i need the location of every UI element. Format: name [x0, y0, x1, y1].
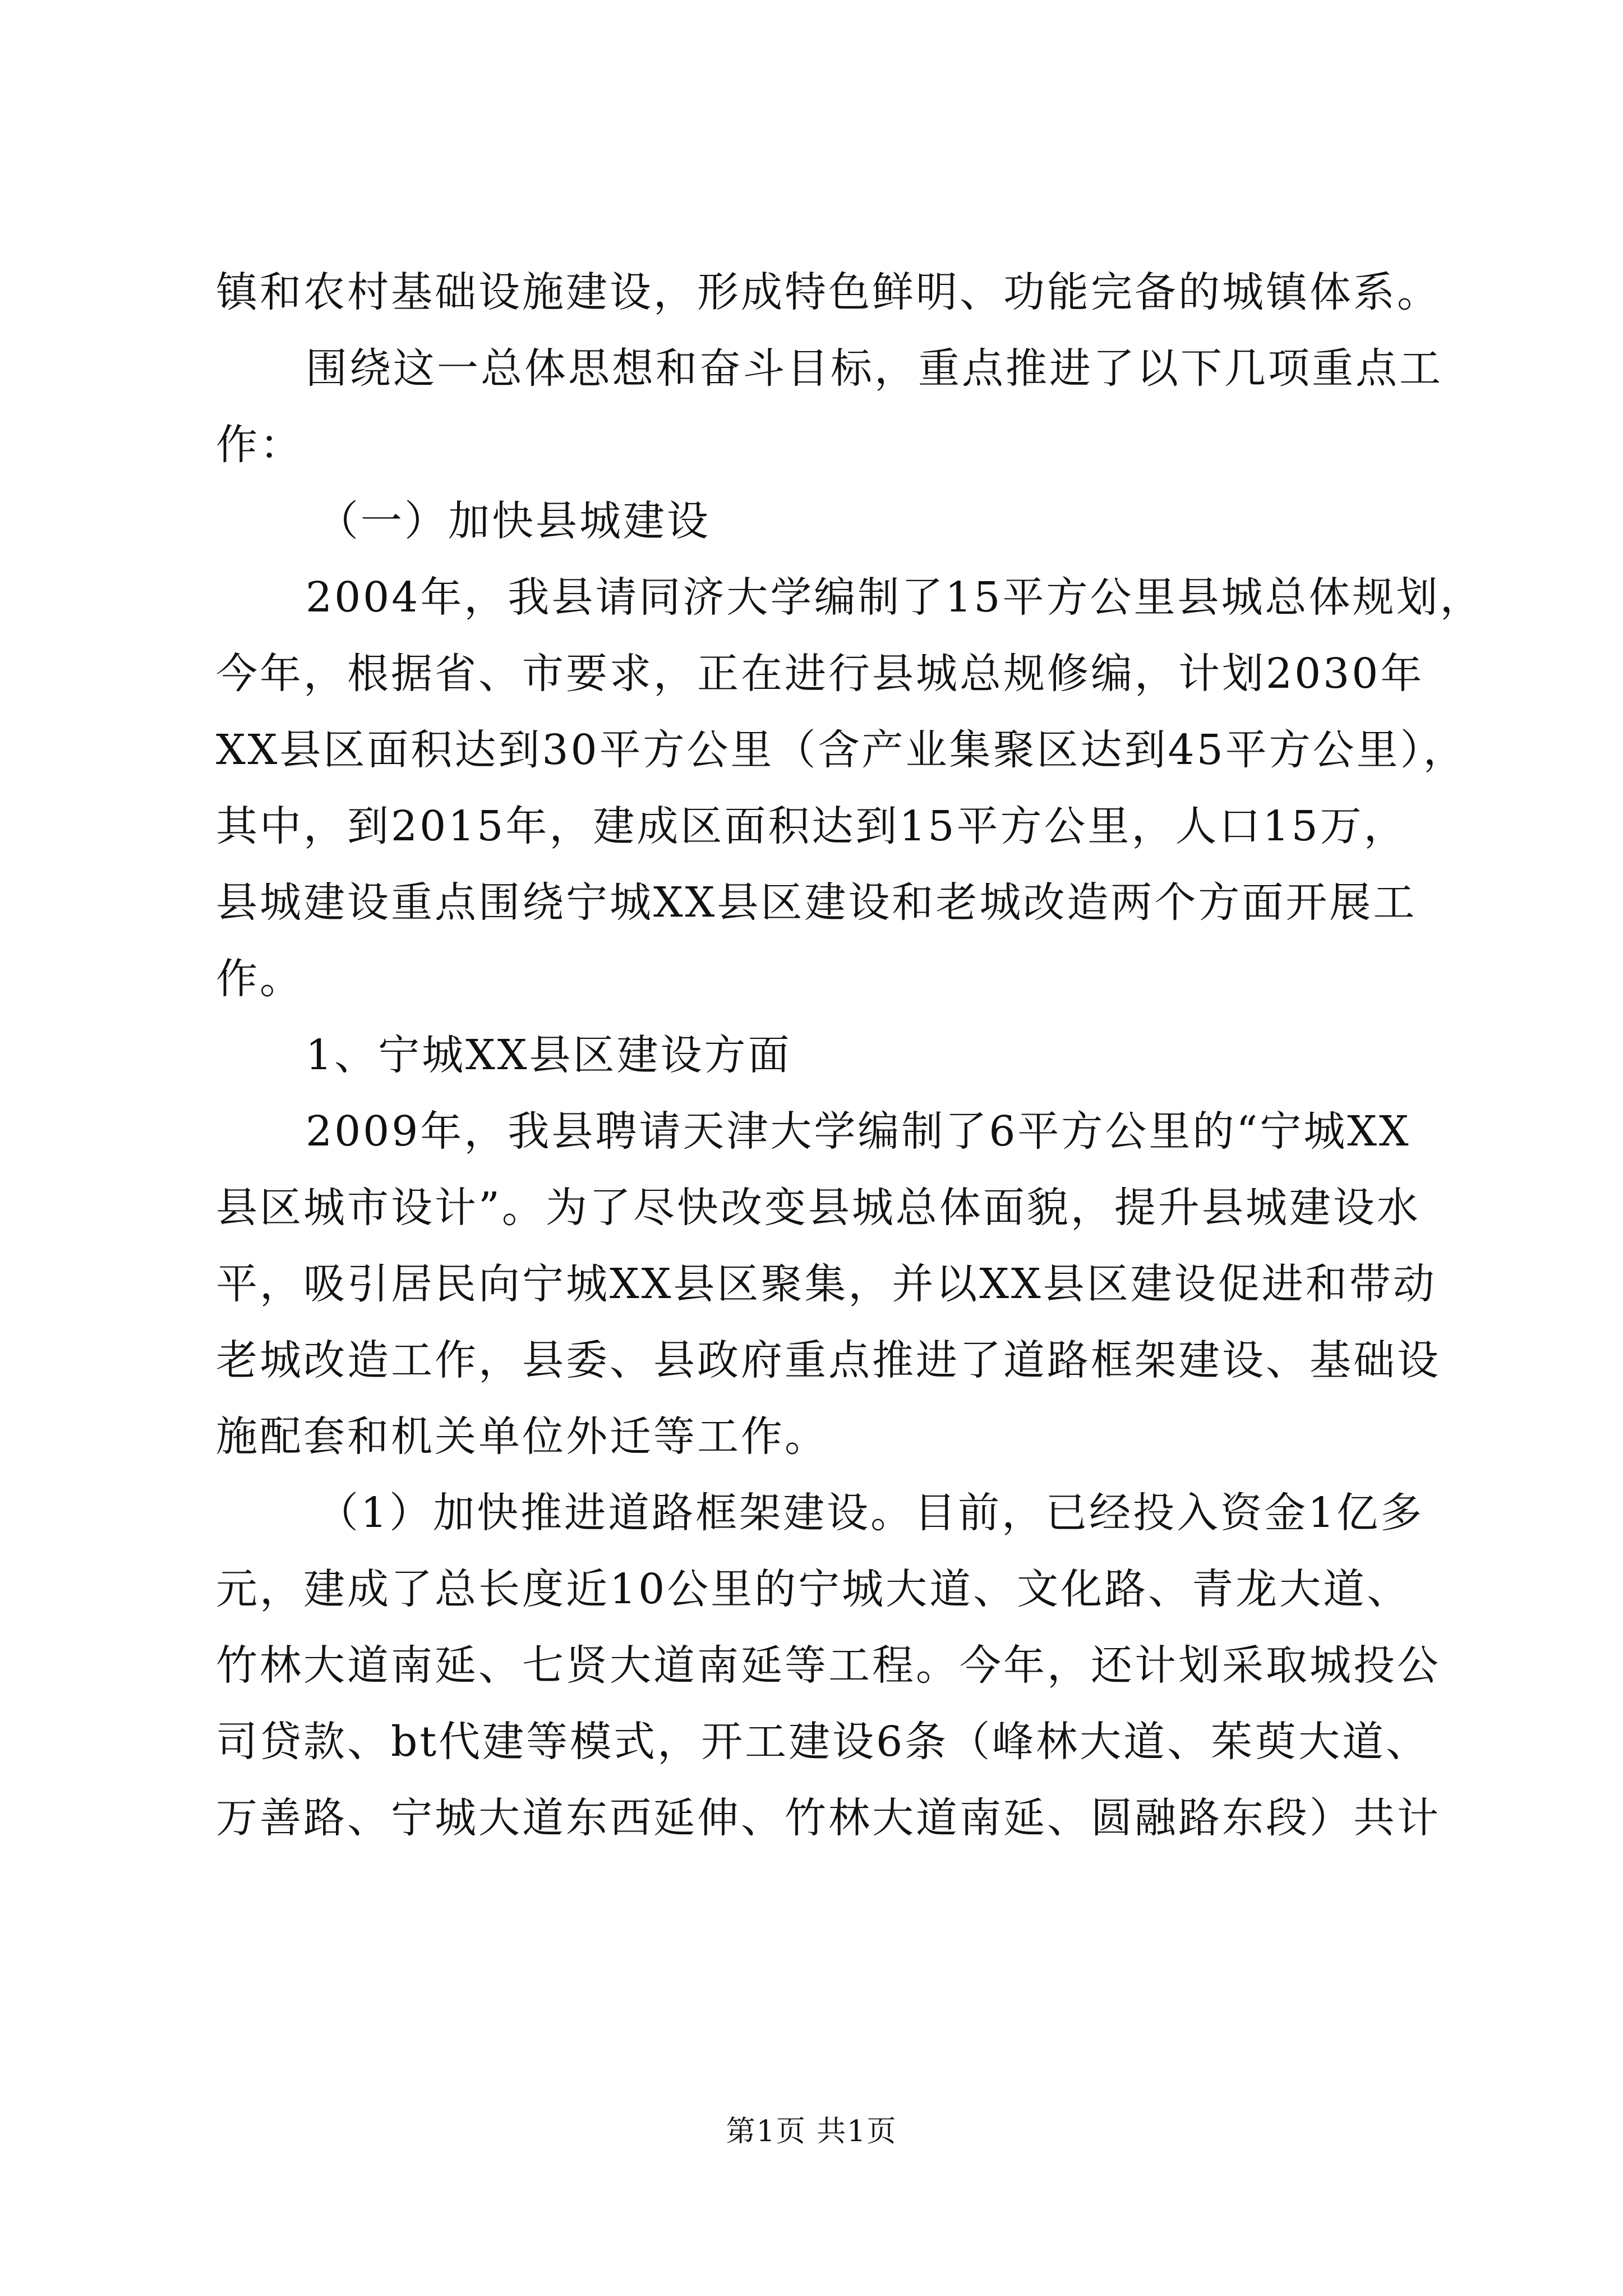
text-line: 今年，根据省、市要求，正在进行县城总规修编，计划2030年	[216, 650, 1424, 698]
text-line: 围绕这一总体思想和奋斗目标，重点推进了以下几项重点工	[306, 344, 1443, 393]
text-line: 作：	[216, 421, 303, 469]
body-text	[216, 254, 1484, 1856]
section-heading: （一）加快县城建设	[317, 497, 711, 545]
text-line: 老城改造工作，县委、县政府重点推进了道路框架建设、基础设	[216, 1336, 1441, 1384]
page-number-footer: 第1页 共1页	[726, 2115, 897, 2148]
text-line: 司贷款、bt代建等模式，开工建设6条（峰林大道、茱萸大道、	[216, 1718, 1430, 1766]
text-line: （1）加快推进道路框架建设。目前，已经投入资金1亿多	[317, 1489, 1424, 1537]
text-line: 万善路、宁城大道东西延伸、竹林大道南延、圆融路东段）共计	[216, 1794, 1441, 1842]
subsection-heading: 1、宁城XX县区建设方面	[306, 1031, 792, 1079]
text-line: 镇和农村基础设施建设，形成特色鲜明、功能完备的城镇体系。	[216, 268, 1441, 316]
text-line: 平，吸引居民向宁城XX县区聚集，并以XX县区建设促进和带动	[216, 1260, 1437, 1308]
text-line: 作。	[216, 955, 303, 1003]
text-line: 县城建设重点围绕宁城XX县区建设和老城改造两个方面开展工	[216, 878, 1417, 927]
text-line: XX县区面积达到30平方公里（含产业集聚区达到45平方公里），	[216, 726, 1467, 774]
text-line: 县区城市设计”。为了尽快改变县城总体面貌，提升县城建设水	[216, 1184, 1421, 1232]
text-line: 竹林大道南延、七贤大道南延等工程。今年，还计划采取城投公	[216, 1641, 1441, 1690]
text-line: 其中，到2015年，建成区面积达到15平方公里，人口15万，	[216, 802, 1408, 850]
text-line: 2009年，我县聘请天津大学编制了6平方公里的“宁城XX	[306, 1107, 1411, 1156]
text-line: 2004年，我县请同济大学编制了15平方公里县城总体规划，	[306, 573, 1484, 622]
text-line: 元，建成了总长度近10公里的宁城大道、文化路、青龙大道、	[216, 1565, 1411, 1613]
text-line: 施配套和机关单位外迁等工作。	[216, 1412, 828, 1461]
